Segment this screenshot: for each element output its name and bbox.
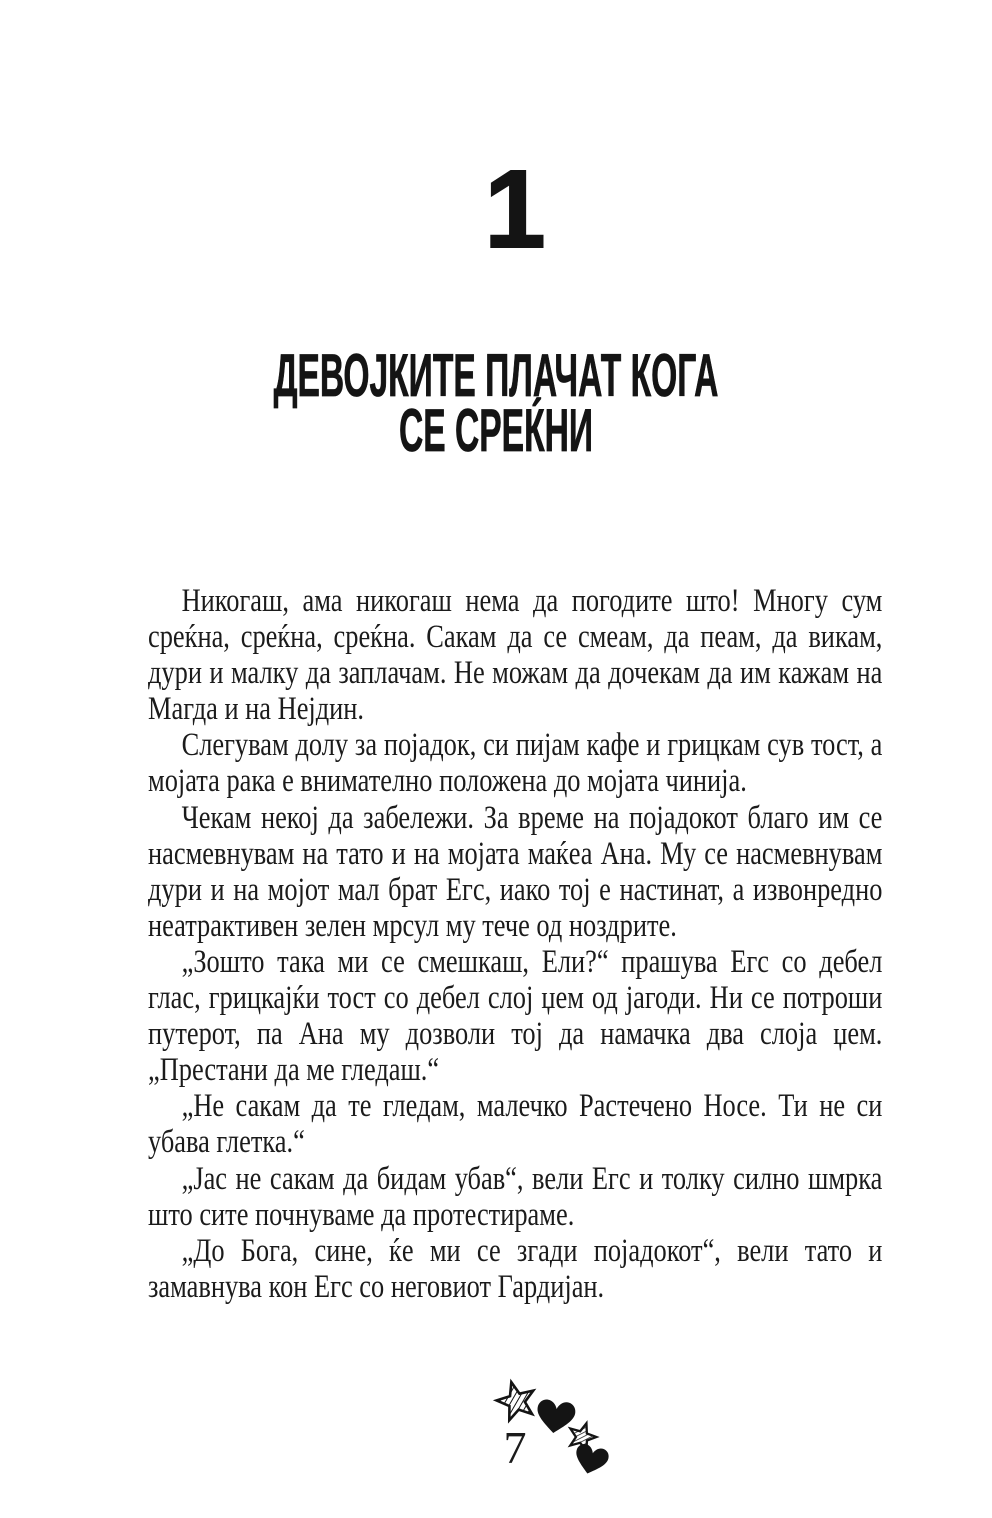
- paragraph: „Зошто така ми се смешкаш, Ели?“ прашува Егс со дебел глас, грицкајќи тост со дебел слој џем од јагоди. Ни се потроши путерот, па Ана му дозволи тој да намачка два слоја џем. „Престани да ме гледаш.“: [148, 943, 883, 1089]
- paragraph: „Јас не сакам да бидам убав“, вели Егс и толку силно шмрка што сите почнуваме да протестираме.: [148, 1160, 883, 1233]
- chapter-title-line: СЕ СРЕЌНИ: [398, 397, 594, 464]
- paragraph: Слегувам долу за појадок, си пијам кафе и грицкам сув тост, а мојата рака е внимателно положена до мојата чинија.: [148, 727, 883, 800]
- page-number: 7: [503, 1422, 527, 1473]
- chapter-title: [218, 342, 774, 464]
- paragraph: „Не сакам да те гледам, малечко Растечено Носе. Ти не си убава глетка.“: [148, 1088, 883, 1161]
- chapter-title-line: ДЕВОЈКИТЕ ПЛАЧАТ КОГА: [273, 342, 719, 409]
- paragraph: Никогаш, ама никогаш нема да погодите што! Многу сум среќна, среќна, среќна. Сакам да се смеам, да пеам, да викам, дури и малку да заплачам. Не можам да дочекам да им кажам на Магда и на Нејдин.: [148, 583, 883, 728]
- paragraph: „До Бога, сине, ќе ми се згади појадокот“, вели тато и замавнува кон Егс со неговиот Гардијан.: [148, 1232, 883, 1305]
- body-text: [148, 583, 882, 1305]
- chapter-number: 1: [484, 148, 546, 271]
- paragraph: Чекам некој да забележи. За време на појадокот благо им се насмевнувам на тато и на мојата маќеа Ана. Му се насмевнувам дури и на мојот мал брат Егс, иако тој е настинат, а извонредно неатрактивен зелен мрсул му тече од ноздрите.: [148, 799, 883, 944]
- sketch-star-icon: [493, 1377, 539, 1422]
